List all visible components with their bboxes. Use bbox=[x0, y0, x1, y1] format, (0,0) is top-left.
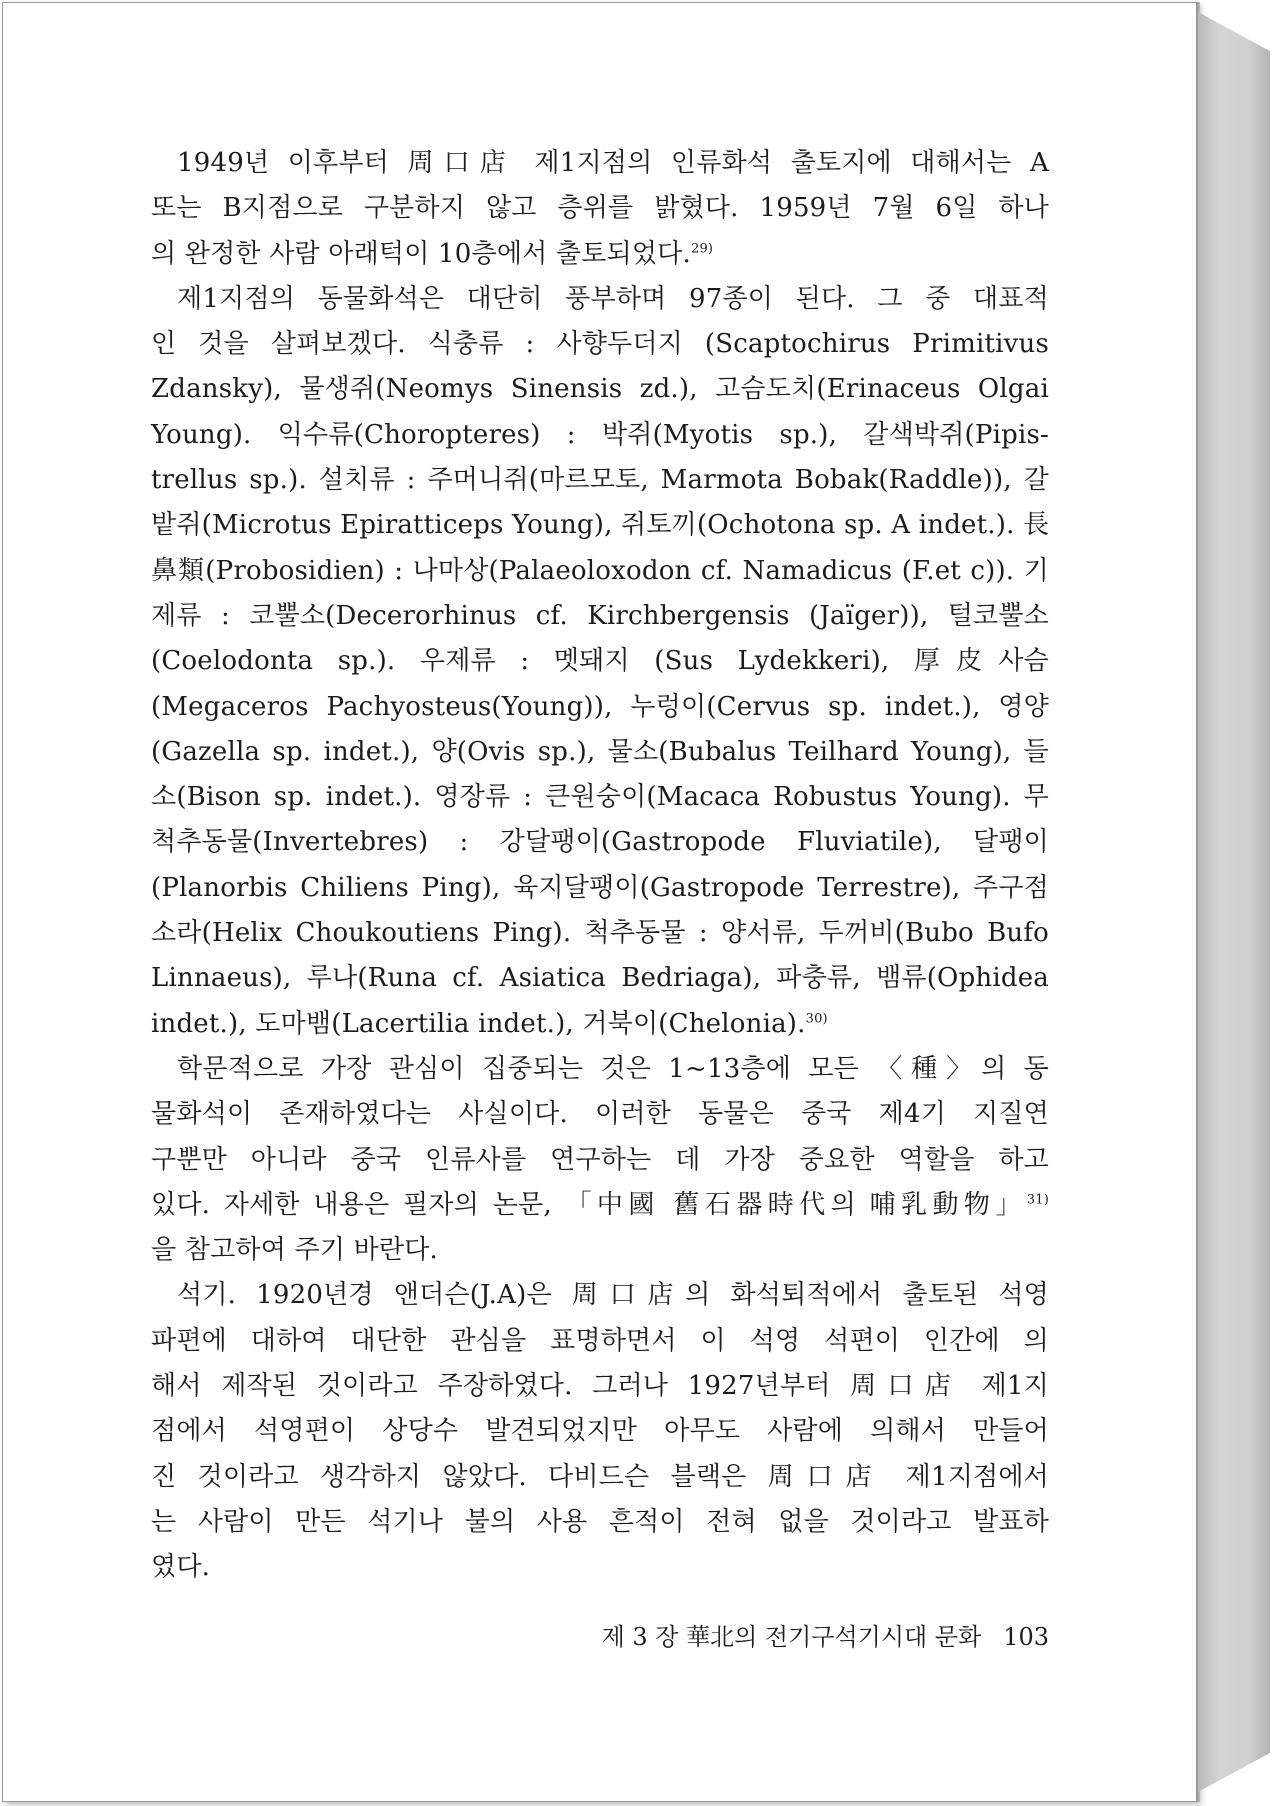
text-line: 소(Bison sp. indet.). 영장류 : 큰원숭이(Macaca Robustus Young). 무 bbox=[151, 782, 1049, 813]
text-line: 파편에 대하여 대단한 관심을 표명하면서 이 석영 석편이 인간에 의 bbox=[151, 1325, 1049, 1356]
text-line: 제류 : 코뿔소(Decerorhinus cf. Kirchbergensis (Jaïger)), 털코뿔소 bbox=[151, 600, 1049, 631]
text-line: 척추동물(Invertebres) : 강달팽이(Gastropode Fluviatile), 달팽이 bbox=[151, 827, 1049, 858]
text-line: indet.), 도마뱀(Lacertilia indet.), 거북이(Chelonia).$^{30)}$ bbox=[151, 1008, 828, 1039]
book-spine bbox=[1198, 12, 1270, 1792]
text-line: 제1지점의 동물화석은 대단히 풍부하며 97종이 된다. 그 중 대표적 bbox=[177, 283, 1049, 314]
footnote-ref: 30) bbox=[805, 1010, 828, 1026]
text-line: 1949년 이후부터 周口店 제1지점의 인류화석 출토지에 대해서는 A bbox=[177, 148, 1049, 178]
text-line: trellus sp.). 설치류 : 주머니쥐(마르모토, Marmota Bobak(Raddle)), 갈 bbox=[151, 465, 1049, 496]
chapter-title: 제 3 장 華北의 전기구석기시대 문화 bbox=[601, 1623, 982, 1651]
page-number: 103 bbox=[1003, 1623, 1049, 1651]
text-line: 해서 제작된 것이라고 주장하였다. 그러나 1927년부터 周口店 제1지 bbox=[151, 1371, 1049, 1402]
text-line: 물화석이 존재하였다는 사실이다. 이러한 동물은 중국 제4기 지질연 bbox=[151, 1099, 1049, 1130]
text-line: (Gazella sp. indet.), 양(Ovis sp.), 물소(Bubalus Teilhard Young), 들 bbox=[151, 736, 1049, 767]
text-line: 는 사람이 만든 석기나 불의 사용 흔적이 전혀 없을 것이라고 발표하 bbox=[151, 1506, 1049, 1537]
text-line: 을 참고하여 주기 바란다. bbox=[151, 1235, 439, 1266]
text-line: 석기. 1920년경 앤더슨(J.A)은 周口店의 화석퇴적에서 출토된 석영 bbox=[177, 1280, 1049, 1311]
footnote-ref: 31) bbox=[1026, 1192, 1049, 1208]
text-line: 구뿐만 아니라 중국 인류사를 연구하는 데 가장 중요한 역할을 하고 bbox=[151, 1144, 1049, 1175]
text-line: Young). 익수류(Choropteres) : 박쥐(Myotis sp.), 갈색박쥐(Pipis- bbox=[151, 419, 1049, 450]
body-text bbox=[151, 141, 1049, 1591]
paragraph-2 bbox=[151, 277, 1049, 1047]
text-line: 였다. bbox=[151, 1552, 211, 1583]
paragraph-1 bbox=[151, 141, 1049, 277]
text-line: 학문적으로 가장 관심이 집중되는 것은 1~13층에 모든 〈種〉의 동 bbox=[177, 1053, 1049, 1084]
text-line: 밭쥐(Microtus Epiratticeps Young), 쥐토끼(Ochotona sp. A indet.). 長 bbox=[151, 510, 1050, 541]
text-line: (Coelodonta sp.). 우제류 : 멧돼지 (Sus Lydekkeri), 厚皮사슴 bbox=[151, 646, 1049, 677]
text-line: 소라(Helix Choukoutiens Ping). 척추동물 : 양서류, 두꺼비(Bubo Bufo bbox=[151, 918, 1049, 949]
text-line: (Planorbis Chiliens Ping), 육지달팽이(Gastropode Terrestre), 주구점 bbox=[151, 872, 1049, 903]
text-line: 또는 B지점으로 구분하지 않고 층위를 밝혔다. 1959년 7월 6일 하나 bbox=[151, 193, 1049, 224]
paragraph-4 bbox=[151, 1273, 1049, 1590]
page-footer bbox=[527, 1617, 1049, 1652]
text-line: 있다. 자세한 내용은 필자의 논문, 「中國 舊石器時代의 哺乳動物」$^{31)}$ bbox=[151, 1189, 1049, 1220]
text-line: 鼻類(Probosidien) : 나마상(Palaeoloxodon cf. Namadicus (F.et c)). 기 bbox=[151, 555, 1049, 586]
text-line: (Megaceros Pachyosteus(Young)), 누렁이(Cervus sp. indet.), 영양 bbox=[151, 691, 1049, 722]
text-line: 인 것을 살펴보겠다. 식충류 : 사향두더지 (Scaptochirus Primitivus bbox=[151, 329, 1049, 360]
footnote-ref: 29) bbox=[690, 240, 714, 256]
text-line: 점에서 석영편이 상당수 발견되었지만 아무도 사람에 의해서 만들어 bbox=[151, 1416, 1049, 1447]
text-line: 의 완정한 사람 아래턱이 10층에서 출토되었다.$^{29)}$ bbox=[151, 238, 714, 269]
text-line: 진 것이라고 생각하지 않았다. 다비드슨 블랙은 周口店 제1지점에서 bbox=[151, 1461, 1049, 1492]
text-line: Zdansky), 물생쥐(Neomys Sinensis zd.), 고슴도치(Erinaceus Olgai bbox=[151, 374, 1049, 405]
text-line: Linnaeus), 루나(Runa cf. Asiatica Bedriaga), 파충류, 뱀류(Ophidea bbox=[151, 963, 1049, 994]
paragraph-3 bbox=[151, 1047, 1049, 1273]
book-page bbox=[2, 2, 1198, 1802]
